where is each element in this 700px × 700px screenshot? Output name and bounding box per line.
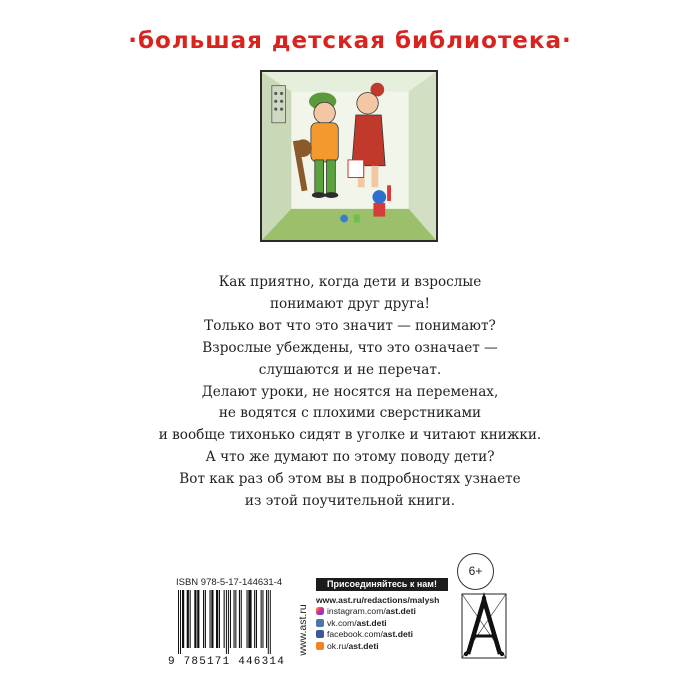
barcode-bar [241, 590, 242, 648]
barcode-bar [239, 590, 240, 648]
blurb-line: А что же думают по этому поводу дети? [205, 449, 495, 466]
barcode-bar [235, 590, 236, 648]
barcode-bar [268, 590, 269, 654]
web-link[interactable]: www.ast.ru/redactions/malysh [316, 594, 440, 605]
blurb-line: Как приятно, когда дети и взрослые [218, 274, 482, 290]
social-row-vk[interactable] [316, 617, 466, 629]
blurb-line: не водятся с плохими сверстниками [218, 405, 482, 422]
barcode [176, 590, 294, 654]
barcode-bar [256, 590, 257, 648]
barcode-bar [266, 590, 267, 648]
age-rating-badge: 6+ [457, 553, 494, 590]
barcode-bar [205, 590, 206, 648]
social-links [316, 594, 466, 652]
barcode-bar [216, 590, 218, 648]
barcode-bar [194, 590, 196, 648]
vk-prefix: vk.com/ [327, 617, 357, 628]
barcode-bar [262, 590, 263, 648]
barcode-bar [197, 590, 199, 648]
ok-icon [316, 642, 324, 650]
barcode-bar [248, 590, 251, 648]
isbn-label: ISBN 978-5-17-144631-4 [176, 577, 283, 588]
barcode-bar [254, 590, 255, 648]
social-row-ok[interactable] [316, 640, 466, 652]
blurb-line: Только вот что это значит — понимают? [204, 317, 496, 334]
barcode-bar [203, 590, 204, 648]
facebook-handle[interactable]: ast.deti [382, 629, 413, 640]
barcode-bar [224, 590, 225, 648]
facebook-icon [316, 630, 324, 638]
ast-logo [460, 592, 508, 660]
barcode-bar [261, 590, 262, 648]
social-row-web[interactable] [316, 594, 466, 606]
social-row-instagram[interactable] [316, 606, 466, 618]
barcode-bar [228, 590, 229, 654]
blurb-line: Делают уроки, не носятся на переменах, [201, 383, 499, 400]
barcode-bar [247, 590, 248, 648]
join-us-banner: Присоединяйтесь к нам! [316, 578, 448, 591]
blurb-line: Взрослые убеждены, что это означает — [202, 339, 498, 356]
barcode-bar [210, 590, 211, 648]
social-row-facebook[interactable] [316, 629, 466, 641]
ok-prefix: ok.ru/ [327, 640, 349, 651]
blurb-text [150, 272, 550, 513]
instagram-prefix: instagram.com/ [327, 606, 386, 617]
site-url-vertical [296, 595, 310, 665]
barcode-bar [230, 590, 231, 648]
blurb-line: и вообще тихонько сидят в уголке и читают книжки. [158, 427, 542, 444]
barcode-bar [270, 590, 271, 654]
blurb-line: понимают друг друга! [270, 295, 430, 312]
vk-handle[interactable]: ast.deti [356, 617, 387, 628]
ok-handle[interactable]: ast.deti [348, 640, 379, 651]
blurb-line: из этой поучительной книги. [244, 493, 456, 510]
series-title: ·большая детская библиотека· [128, 28, 572, 54]
barcode-bar [182, 590, 184, 648]
blurb-line: Вот как раз об этом вы в подробностях узнаете [179, 471, 521, 488]
barcode-bar [187, 590, 189, 648]
facebook-prefix: facebook.com/ [327, 629, 383, 640]
barcode-bar [190, 590, 191, 648]
vk-icon [316, 619, 324, 627]
barcode-bar [219, 590, 220, 648]
instagram-handle[interactable]: ast.deti [385, 606, 416, 617]
barcode-bar [211, 590, 213, 648]
site-url-text: www.ast.ru [297, 604, 309, 656]
instagram-icon [316, 607, 324, 615]
barcode-bar [226, 590, 227, 654]
barcode-bar [178, 590, 179, 654]
cover-illustration [260, 70, 438, 242]
barcode-digits: 9 785171 446314 [168, 656, 286, 668]
blurb-line: слушаются и не перечат. [258, 361, 442, 378]
barcode-bar [234, 590, 235, 648]
barcode-bar [180, 590, 181, 654]
